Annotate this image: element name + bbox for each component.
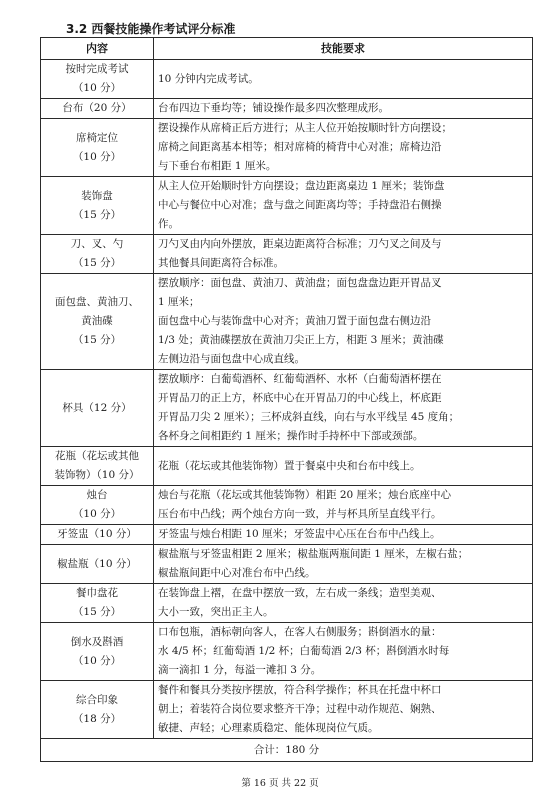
requirement-line: 水 4/5 杯；红葡萄酒 1/2 杯；白葡萄酒 2/3 杯；斟倒酒水时每 xyxy=(158,645,450,657)
criterion-line: 按时完成考试 xyxy=(65,63,129,75)
requirement-line: 椒盐瓶与牙签盅相距 2 厘米；椒盐瓶两瓶间距 1 厘米，左椒右盐； xyxy=(158,548,469,560)
criterion-cell xyxy=(41,370,154,447)
requirement-line: 与下垂台布相距 1 厘米。 xyxy=(158,160,277,172)
requirement-line: 刀勺叉由内向外摆放，距桌边距离符合标准；刀勺叉之间及与 xyxy=(158,238,442,250)
criterion-line: （15 分） xyxy=(72,257,122,269)
criterion-line: 面包盘、黄油刀、 xyxy=(55,296,139,308)
requirement-line: 摆放顺序：白葡萄酒杯、红葡萄酒杯、水杯（白葡萄酒杯摆在 xyxy=(158,373,442,385)
criterion-line: 黄油碟 xyxy=(81,315,113,327)
table-row xyxy=(41,447,533,486)
criterion-line: （18 分） xyxy=(72,712,122,725)
table-row xyxy=(41,274,533,370)
requirement-line: 压台布中凸线；两个烛台方向一致，并与杯具所呈直线平行。 xyxy=(158,508,442,520)
requirement-line: 面包盘中心与装饰盘中心对齐；黄油刀置于面包盘右侧边沿 xyxy=(158,315,431,327)
requirement-line: 牙签盅与烛台相距 10 厘米；牙签盅中心压在台布中凸线上。 xyxy=(158,528,441,540)
requirement-line: 10 分钟内完成考试。 xyxy=(158,72,259,85)
table-row xyxy=(41,623,533,681)
criterion-line: 餐巾盘花 xyxy=(76,587,118,599)
requirement-line: 滴一滴扣 1 分，每溢一滩扣 3 分。 xyxy=(158,664,322,676)
header-requirements: 技能要求 xyxy=(154,38,533,60)
criterion-line: 烛台 xyxy=(86,489,108,501)
criterion-line: 椒盐瓶（10 分） xyxy=(57,557,137,570)
table-row xyxy=(41,235,533,274)
table-row xyxy=(41,486,533,525)
criterion-line: 花瓶（花坛或其他 xyxy=(55,450,139,462)
page-number: 第 16 页 共 22 页 xyxy=(241,778,319,789)
table-row xyxy=(41,584,533,623)
requirement-line: 朝上；着装符合岗位要求整齐干净；过程中动作规范、娴熟、 xyxy=(158,703,442,715)
requirement-cell xyxy=(154,447,533,486)
requirement-line: 1/3 处；黄油碟摆放在黄油刀尖正上方，相距 3 厘米；黄油碟 xyxy=(158,334,444,346)
requirement-cell xyxy=(154,60,533,99)
requirement-cell xyxy=(154,370,533,447)
criterion-line: （15 分） xyxy=(72,208,122,221)
criterion-cell xyxy=(41,545,154,584)
criterion-cell xyxy=(41,60,154,99)
requirement-cell xyxy=(154,274,533,370)
criterion-line: 装饰盘 xyxy=(81,189,113,202)
requirement-cell xyxy=(154,235,533,274)
requirement-cell xyxy=(154,177,533,235)
criterion-line: （10 分） xyxy=(72,508,122,520)
criterion-line: 杯具（12 分） xyxy=(62,401,132,414)
table-row xyxy=(41,177,533,235)
requirement-line: 餐件和餐具分类按序摆放，符合科学操作；杯具在托盘中杯口 xyxy=(158,684,442,696)
criterion-line: 装饰物）（10 分） xyxy=(54,469,140,481)
table-body xyxy=(41,60,533,739)
criterion-line: 席椅定位 xyxy=(76,131,118,144)
total-score: 合计：180 分 xyxy=(41,739,533,762)
requirement-cell xyxy=(154,623,533,681)
criterion-cell xyxy=(41,177,154,235)
criterion-cell xyxy=(41,681,154,739)
requirement-line: 开胃品刀的正上方，杯底中心在开胃品刀的中心线上，杯底距 xyxy=(158,392,442,404)
total-row xyxy=(41,739,533,762)
requirement-line: 作。 xyxy=(158,218,179,230)
scoring-table xyxy=(40,37,533,762)
table-row xyxy=(41,370,533,447)
table-row xyxy=(41,60,533,99)
requirement-line: 大小一致，突出正主人。 xyxy=(158,606,274,618)
criterion-cell xyxy=(41,447,154,486)
requirement-cell xyxy=(154,525,533,545)
requirement-line: 从主人位开始顺时针方向摆设；盘边距离桌边 1 厘米；装饰盘 xyxy=(158,180,445,192)
criterion-line: （15 分） xyxy=(72,334,122,346)
criterion-line: 综合印象 xyxy=(76,693,118,706)
criterion-line: 台布（20 分） xyxy=(62,102,132,114)
requirement-line: 口布包瓶，酒标朝向客人，在客人右侧服务；斟倒酒水的量： xyxy=(158,626,442,638)
requirement-line: 席椅之间距离基本相等；相对席椅的椅背中心对准；席椅边沿 xyxy=(158,141,442,153)
criterion-line: （10 分） xyxy=(72,654,122,667)
requirement-line: 开胃品刀尖 2 厘米）；三杯成斜直线，向右与水平线呈 45 度角； xyxy=(158,411,460,423)
criterion-cell xyxy=(41,525,154,545)
requirement-line: 其他餐具间距离符合标准。 xyxy=(158,257,284,269)
requirement-cell xyxy=(154,99,533,119)
criterion-cell xyxy=(41,235,154,274)
requirement-cell xyxy=(154,119,533,177)
requirement-cell xyxy=(154,584,533,623)
table-row xyxy=(41,99,533,119)
criterion-cell xyxy=(41,584,154,623)
requirement-line: 烛台与花瓶（花坛或其他装饰物）相距 20 厘米；烛台底座中心 xyxy=(158,489,452,501)
requirement-line: 中心与餐位中心对准；盘与盘之间距离均等；手持盘沿右侧操 xyxy=(158,199,442,211)
criterion-line: 倒水及斟酒 xyxy=(70,635,124,648)
criterion-cell xyxy=(41,99,154,119)
table-header-row xyxy=(41,38,533,60)
requirement-line: 摆设操作从席椅正后方进行；从主人位开始按顺时针方向摆设； xyxy=(158,122,452,134)
requirement-line: 台布四边下垂均等；铺设操作最多四次整理成形。 xyxy=(158,102,389,114)
table-row xyxy=(41,119,533,177)
requirement-cell xyxy=(154,545,533,584)
criterion-cell xyxy=(41,486,154,525)
requirement-line: 敏捷、声轻；心理素质稳定、能体现岗位气质。 xyxy=(158,722,379,734)
criterion-line: （10 分） xyxy=(72,82,122,94)
requirement-line: 摆放顺序：面包盘、黄油刀、黄油盘；面包盘盘边距开胃品叉 xyxy=(158,277,442,289)
requirement-cell xyxy=(154,486,533,525)
requirement-cell xyxy=(154,681,533,739)
requirement-line: 在装饰盘上褶，在盘中摆放一致，左右成一条线；造型美观、 xyxy=(158,587,442,599)
criterion-cell xyxy=(41,274,154,370)
requirement-line: 左侧边沿与面包盘中心成直线。 xyxy=(158,353,305,365)
criterion-cell xyxy=(41,623,154,681)
requirement-line: 1 厘米； xyxy=(158,296,200,308)
table-row xyxy=(41,681,533,739)
section-heading: 3.2 西餐技能操作考试评分标准 xyxy=(66,22,236,36)
criterion-line: （10 分） xyxy=(72,150,122,163)
table-row xyxy=(41,525,533,545)
criterion-cell xyxy=(41,119,154,177)
criterion-line: （15 分） xyxy=(72,606,122,618)
table-row xyxy=(41,545,533,584)
header-content: 内容 xyxy=(41,38,154,60)
criterion-line: 刀、叉、勺 xyxy=(70,238,124,250)
requirement-line: 椒盐瓶间距中心对准台布中凸线。 xyxy=(158,567,316,579)
requirement-line: 各杯身之间相距约 1 厘米；操作时手持杯中下部或颈部。 xyxy=(158,430,424,442)
requirement-line: 花瓶（花坛或其他装饰物）置于餐桌中央和台布中线上。 xyxy=(158,459,421,472)
criterion-line: 牙签盅（10 分） xyxy=(57,528,137,540)
